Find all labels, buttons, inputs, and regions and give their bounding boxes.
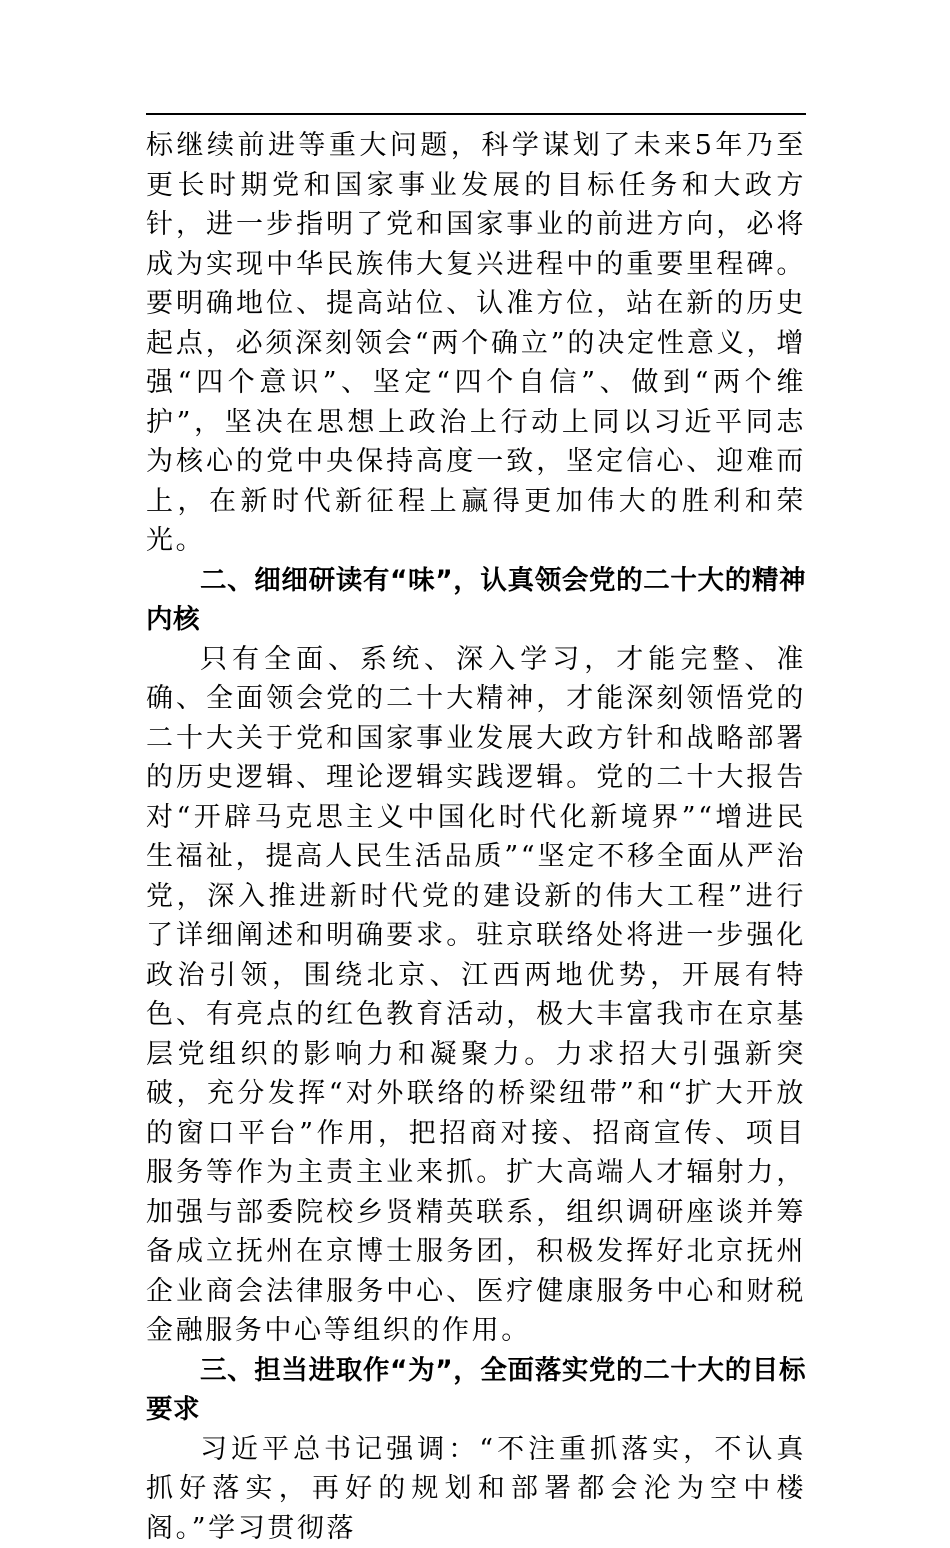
section-heading-two: 二、细细研读有“味”，认真领会党的二十大的精神内核 [146,561,806,640]
document-body [146,126,806,1548]
body-paragraph-continued: 标继续前进等重大问题，科学谋划了未来5年乃至更长时期党和国家事业发展的目标任务和大政方针，进一步指明了党和国家事业的前进方向，必将成为实现中华民族伟大复兴进程中的重要里程碑。要明确地位、提高站位、认准方位，站在新的历史起点，必须深刻领会“两个确立”的决定性意义，增强“四个意识”、坚定“四个自信”、做到“两个维护”，坚决在思想上政治上行动上同以习近平同志为核心的党中央保持高度一致，坚定信心、迎难而上，在新时代新征程上赢得更加伟大的胜利和荣光。 [146,126,806,561]
header-rule [146,113,806,115]
body-paragraph-section-three: 习近平总书记强调：“不注重抓落实，不认真抓好落实，再好的规划和部署都会沦为空中楼阁。”学习贯彻落 [146,1430,806,1548]
section-heading-three: 三、担当进取作“为”，全面落实党的二十大的目标要求 [146,1351,806,1430]
body-paragraph-section-two: 只有全面、系统、深入学习，才能完整、准确、全面领会党的二十大精神，才能深刻领悟党的二十大关于党和国家事业发展大政方针和战略部署的历史逻辑、理论逻辑实践逻辑。党的二十大报告对“开辟马克思主义中国化时代化新境界”“增进民生福祉，提高人民生活品质”“坚定不移全面从严治党，深入推进新时代党的建设新的伟大工程”进行了详细阐述和明确要求。驻京联络处将进一步强化政治引领，围绕北京、江西两地优势，开展有特色、有亮点的红色教育活动，极大丰富我市在京基层党组织的影响力和凝聚力。力求招大引强新突破，充分发挥“对外联络的桥梁纽带”和“扩大开放的窗口平台”作用，把招商对接、招商宣传、项目服务等作为主责主业来抓。扩大高端人才辐射力，加强与部委院校乡贤精英联系，组织调研座谈并筹备成立抚州在京博士服务团，积极发挥好北京抚州企业商会法律服务中心、医疗健康服务中心和财税金融服务中心等组织的作用。 [146,640,806,1351]
